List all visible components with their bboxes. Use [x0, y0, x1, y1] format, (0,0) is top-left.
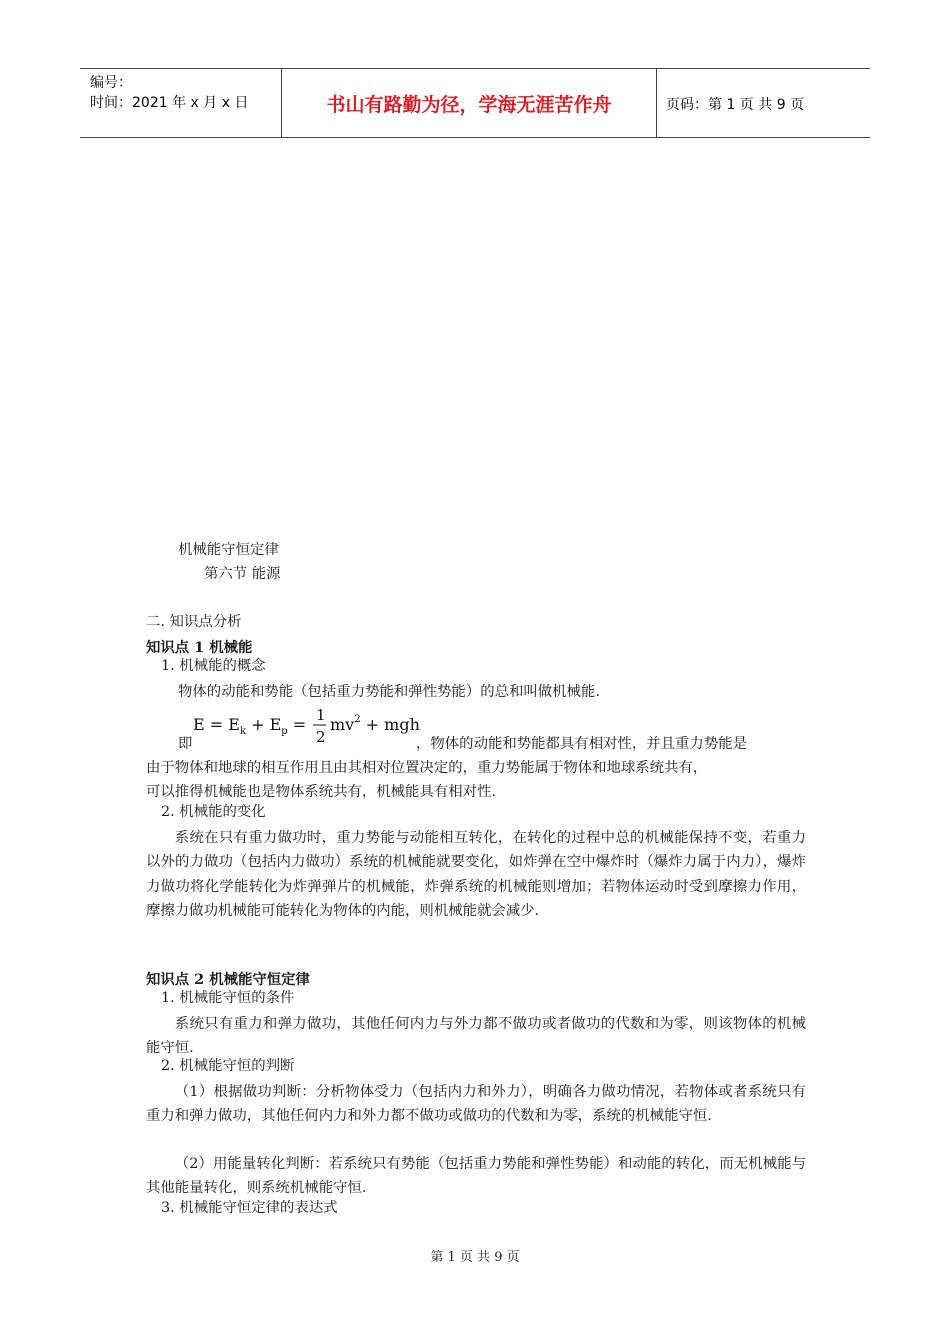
kp2-subheading-2: 2. 机械能守恒的判断 — [161, 1058, 295, 1074]
formula-lhs: E = E — [193, 715, 240, 734]
kp1-subheading-1: 1. 机械能的概念 — [161, 658, 266, 674]
mechanical-energy-formula — [193, 700, 423, 750]
formula-plus: + E — [246, 715, 282, 734]
formula-mv: mv — [330, 715, 355, 734]
kp1-paragraph-2b: 由于物体和地球的相互作用且由其相对位置决定的，重力势能属于物体和地球系统共有， — [146, 760, 708, 776]
formula-eq: = — [287, 715, 307, 734]
header-divider — [656, 69, 657, 137]
kp1-paragraph-1: 物体的动能和势能（包括重力势能和弹性势能）的总和叫做机械能. — [178, 684, 600, 700]
kp1-paragraph-2a: ，物体的动能和势能都具有相对性，并且重力势能是 — [416, 736, 747, 752]
document-header — [80, 68, 870, 138]
section-title: 第六节 能源 — [204, 566, 281, 582]
formula-prefix: 即 — [178, 736, 193, 752]
header-page-info: 页码：第 1 页 共 9 页 — [666, 97, 805, 113]
header-motto: 书山有路勤为径，学海无涯苦作舟 — [326, 93, 612, 116]
page-footer: 第 1 页 共 9 页 — [430, 1250, 520, 1265]
kp2-paragraph-3: （2）用能量转化判断：若系统只有势能（包括重力势能和弹性势能）和动能的转化，而无机械能与其他能量转化，则系统机械能守恒. — [146, 1156, 806, 1197]
kp2-subheading-1: 1. 机械能守恒的条件 — [161, 990, 295, 1006]
formula-sub-p: p — [281, 726, 288, 737]
formula-sub-k: k — [239, 726, 246, 737]
kp1-paragraph-2c: 可以推得机械能也是物体系统共有，机械能具有相对性. — [146, 784, 496, 800]
formula-numerator: 1 — [316, 706, 326, 724]
part-heading: 二. 知识点分析 — [146, 614, 242, 630]
kp2-paragraph-2: （1）根据做功判断：分析物体受力（包括内力和外力），明确各力做功情况，若物体或者系统只有重力和弹力做功，其他任何内力和外力都不做功或做功的代数和为零，系统的机械能守恒. — [146, 1084, 806, 1125]
knowledge-point-1-title: 知识点 1 机械能 — [146, 639, 253, 656]
kp2-subheading-3: 3. 机械能守恒定律的表达式 — [161, 1200, 338, 1216]
document-date: 时间：2021 年 x 月 x 日 — [90, 95, 249, 111]
svg-text:mv2 + mgh — [330, 714, 420, 734]
formula-graphic — [193, 700, 423, 750]
formula-square: 2 — [354, 714, 361, 725]
document-number-label: 编号： — [90, 75, 132, 91]
chapter-title: 机械能守恒定律 — [178, 542, 279, 558]
formula-denominator: 2 — [316, 728, 326, 746]
header-meta — [90, 73, 248, 113]
kp2-paragraph-1: 系统只有重力和弹力做功，其他任何内力与外力都不做功或者做功的代数和为零，则该物体的机械能守恒. — [146, 1016, 806, 1057]
svg-text:E = Ek + Ep = — [193, 715, 306, 737]
kp1-paragraph-3: 系统在只有重力做功时，重力势能与动能相互转化，在转化的过程中总的机械能保持不变，若重力以外的力做功（包括内力做功）系统的机械能就要变化，如炸弹在空中爆炸时（爆炸力属于内力），爆炸力做功将化学能转化为炸弹弹片的机械能，炸弹系统的机械能则增加；若物体运动时受到摩擦力作用，摩擦力做功机械能可能转化为物体的内能，则机械能就会减少. — [146, 830, 806, 920]
knowledge-point-2-title: 知识点 2 机械能守恒定律 — [146, 971, 310, 988]
kp1-subheading-2: 2. 机械能的变化 — [161, 804, 266, 820]
formula-tail: + mgh — [360, 715, 420, 734]
